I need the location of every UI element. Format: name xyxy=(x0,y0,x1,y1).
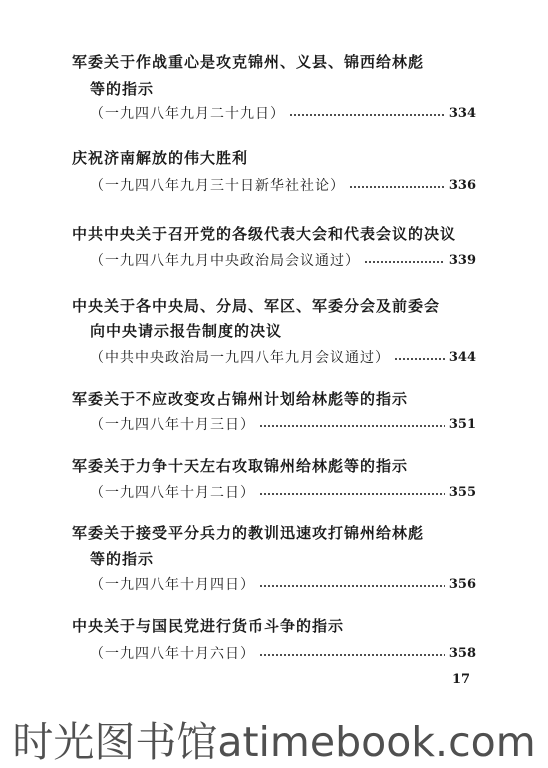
entry-page-number: 356 xyxy=(448,576,476,592)
entry-page-number: 351 xyxy=(448,416,476,432)
leader-dots xyxy=(349,186,445,188)
entry-title-continued: 等的指示 xyxy=(90,80,155,98)
leader-dots xyxy=(289,114,445,116)
entry-page-number: 344 xyxy=(448,349,476,365)
entry-date-line xyxy=(90,414,476,434)
entry-page-number: 336 xyxy=(448,177,476,193)
leader-dots xyxy=(259,585,445,587)
entry-date: （一九四八年九月三十日新华社社论） xyxy=(90,178,345,194)
entry-date-line xyxy=(90,574,476,594)
entry-date: （一九四八年十月四日） xyxy=(90,577,255,593)
entry-title-continued: 向中央请示报告制度的决议 xyxy=(90,322,283,340)
entry-page-number: 358 xyxy=(448,645,476,661)
entry-date: （一九四八年九月二十九日） xyxy=(90,106,285,122)
entry-title-continued: 等的指示 xyxy=(90,550,155,568)
entry-title: 军委关于作战重心是攻克锦州、义县、锦西给林彪 xyxy=(72,53,425,71)
entry-title: 中央关于与国民党进行货币斗争的指示 xyxy=(72,617,345,635)
entry-date: （一九四八年十月二日） xyxy=(90,485,255,501)
entry-title: 军委关于接受平分兵力的教训迅速攻打锦州给林彪 xyxy=(72,524,425,542)
page-number: 17 xyxy=(452,672,471,687)
entry-page-number: 334 xyxy=(448,105,476,121)
entry-title: 庆祝济南解放的伟大胜利 xyxy=(72,149,249,167)
entry-date: （一九四八年九月中央政治局会议通过） xyxy=(90,253,360,269)
entry-title: 中共中央关于召开党的各级代表大会和代表会议的决议 xyxy=(72,225,457,243)
entry-title: 军委关于力争十天左右攻取锦州给林彪等的指示 xyxy=(72,457,409,475)
entry-date: （一九四八年十月六日） xyxy=(90,646,255,662)
leader-dots xyxy=(394,358,445,360)
entry-title: 中央关于各中央局、分局、军区、军委分会及前委会 xyxy=(72,297,441,315)
entry-page-number: 355 xyxy=(448,484,476,500)
entry-date-line xyxy=(90,103,476,123)
watermark-text: 时光图书馆atimebook.com xyxy=(12,717,536,766)
leader-dots xyxy=(364,261,445,263)
entry-date-line xyxy=(90,482,476,502)
entry-date-line xyxy=(90,347,476,367)
entry-title: 军委关于不应改变攻占锦州计划给林彪等的指示 xyxy=(72,390,409,408)
leader-dots xyxy=(259,493,445,495)
entry-date-line xyxy=(90,643,476,663)
entry-page-number: 339 xyxy=(448,252,476,268)
leader-dots xyxy=(259,425,445,427)
entry-date: （中共中央政治局一九四八年九月会议通过） xyxy=(90,350,390,366)
entry-date: （一九四八年十月三日） xyxy=(90,417,255,433)
entry-date-line xyxy=(90,250,476,270)
entry-date-line xyxy=(90,175,476,195)
leader-dots xyxy=(259,654,445,656)
